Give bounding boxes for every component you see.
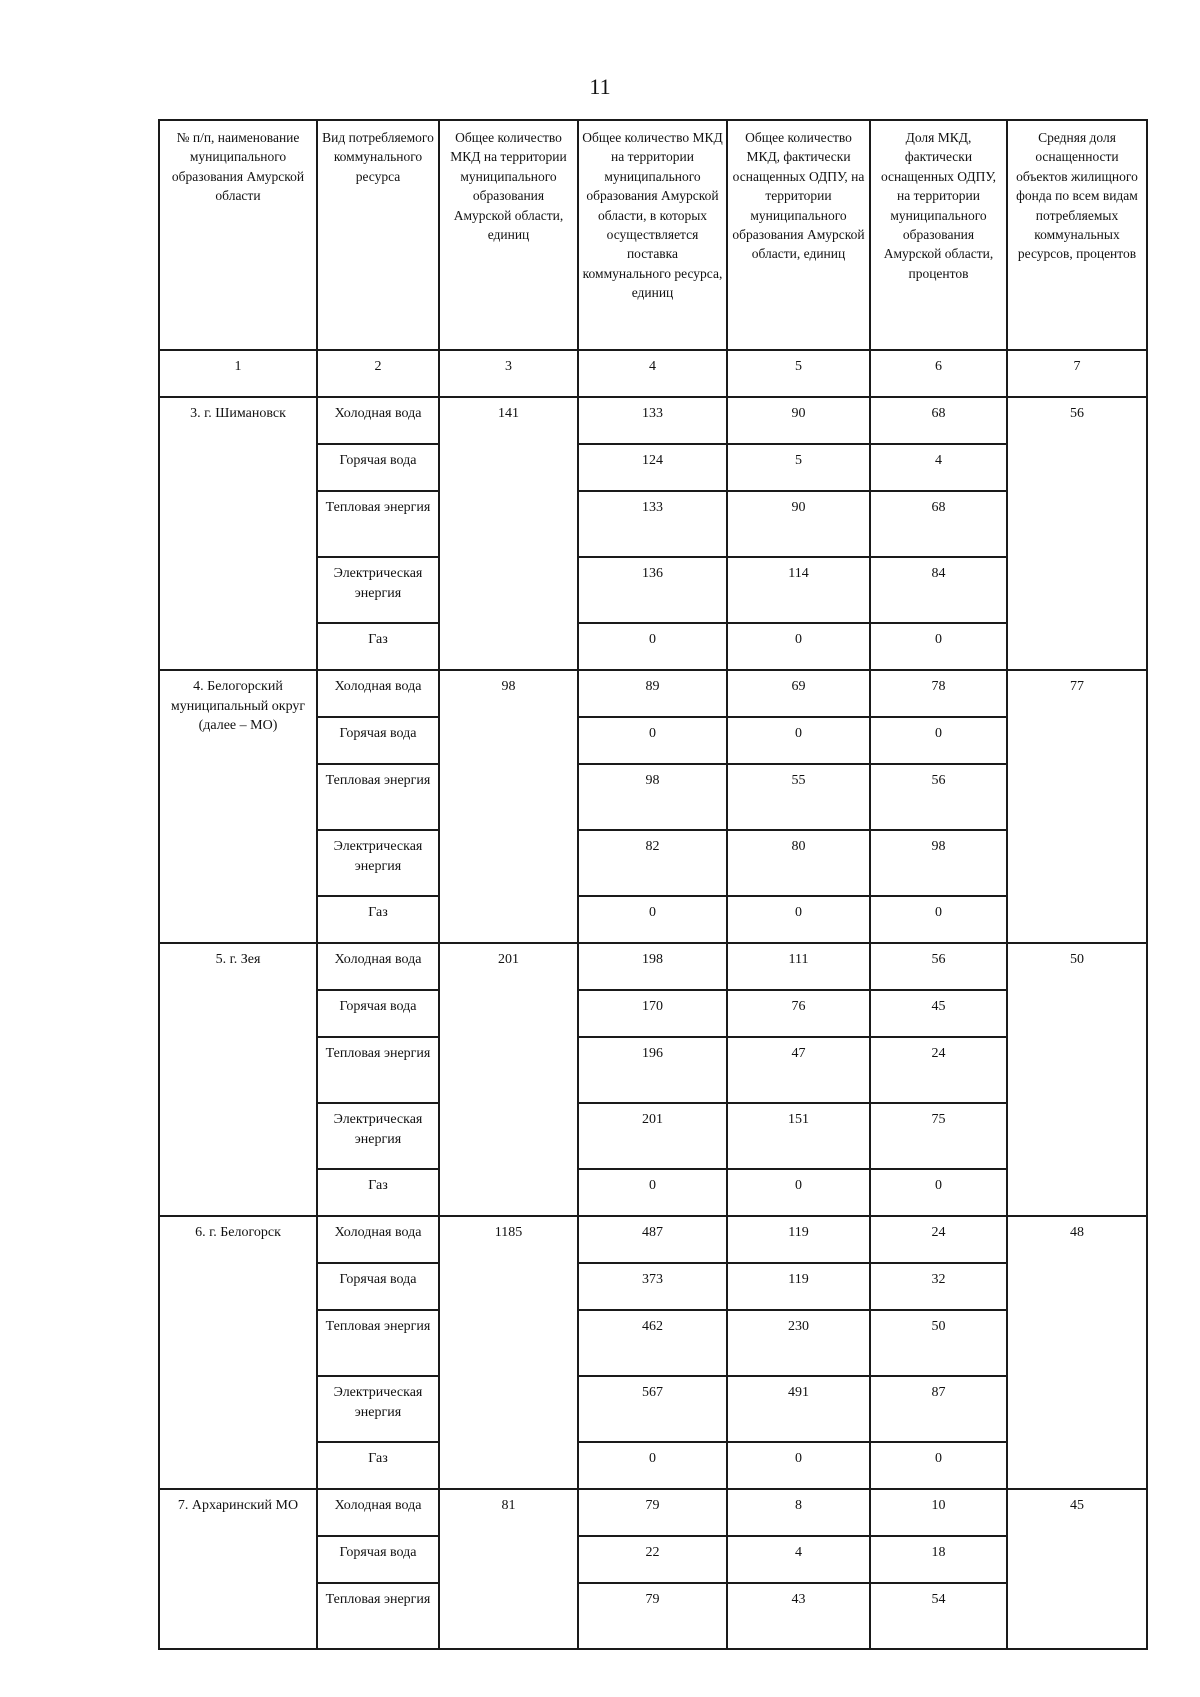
equipped-share-cell: 78 (870, 670, 1007, 717)
supplied-mkd-cell: 0 (578, 717, 727, 764)
header-cell: Общее количество МКД на территории муниципального образования Амурской области, единиц (439, 120, 578, 350)
supplied-mkd-cell: 133 (578, 491, 727, 557)
table-row (159, 1216, 1147, 1263)
equipped-share-cell: 24 (870, 1216, 1007, 1263)
equipped-mkd-cell: 119 (727, 1263, 870, 1310)
average-share-cell: 48 (1007, 1216, 1147, 1489)
municipality-name-cell: 7. Архаринский МО (159, 1489, 317, 1649)
supplied-mkd-cell: 170 (578, 990, 727, 1037)
resource-type-cell: Горячая вода (317, 990, 439, 1037)
resource-type-cell: Горячая вода (317, 1536, 439, 1583)
column-number-cell: 7 (1007, 350, 1147, 397)
resource-type-cell: Электрическая энергия (317, 830, 439, 896)
equipped-share-cell: 10 (870, 1489, 1007, 1536)
header-cell: № п/п, наименование муниципального образования Амурской области (159, 120, 317, 350)
equipped-mkd-cell: 491 (727, 1376, 870, 1442)
table-row (159, 1489, 1147, 1536)
equipped-share-cell: 0 (870, 896, 1007, 943)
table-header-row (159, 120, 1147, 350)
equipped-mkd-cell: 55 (727, 764, 870, 830)
resource-type-cell: Тепловая энергия (317, 1583, 439, 1649)
column-number-row (159, 350, 1147, 397)
equipped-mkd-cell: 0 (727, 1169, 870, 1216)
column-number-cell: 2 (317, 350, 439, 397)
supplied-mkd-cell: 487 (578, 1216, 727, 1263)
equipped-mkd-cell: 90 (727, 491, 870, 557)
page-number: 11 (589, 74, 611, 99)
resource-type-cell: Электрическая энергия (317, 1376, 439, 1442)
equipped-share-cell: 24 (870, 1037, 1007, 1103)
average-share-cell: 45 (1007, 1489, 1147, 1649)
odpu-equipment-table (158, 119, 1148, 1650)
equipped-share-cell: 45 (870, 990, 1007, 1037)
resource-type-cell: Горячая вода (317, 1263, 439, 1310)
total-mkd-cell: 98 (439, 670, 578, 943)
supplied-mkd-cell: 196 (578, 1037, 727, 1103)
header-cell: Общее количество МКД, фактически оснащенных ОДПУ, на территории муниципального образования Амурской области, единиц (727, 120, 870, 350)
equipped-share-cell: 0 (870, 623, 1007, 670)
column-number-cell: 3 (439, 350, 578, 397)
equipped-mkd-cell: 119 (727, 1216, 870, 1263)
supplied-mkd-cell: 373 (578, 1263, 727, 1310)
column-number-cell: 4 (578, 350, 727, 397)
equipped-share-cell: 0 (870, 1442, 1007, 1489)
table-row (159, 943, 1147, 990)
equipped-mkd-cell: 0 (727, 1442, 870, 1489)
equipped-mkd-cell: 43 (727, 1583, 870, 1649)
equipped-share-cell: 75 (870, 1103, 1007, 1169)
equipped-share-cell: 0 (870, 1169, 1007, 1216)
equipped-share-cell: 56 (870, 764, 1007, 830)
resource-type-cell: Холодная вода (317, 397, 439, 444)
equipped-share-cell: 32 (870, 1263, 1007, 1310)
equipped-share-cell: 68 (870, 491, 1007, 557)
resource-type-cell: Газ (317, 1442, 439, 1489)
equipped-mkd-cell: 0 (727, 623, 870, 670)
total-mkd-cell: 201 (439, 943, 578, 1216)
resource-type-cell: Горячая вода (317, 717, 439, 764)
supplied-mkd-cell: 0 (578, 623, 727, 670)
header-cell: Средняя доля оснащенности объектов жилищного фонда по всем видам потребляемых коммунальных ресурсов, процентов (1007, 120, 1147, 350)
total-mkd-cell: 81 (439, 1489, 578, 1649)
equipped-mkd-cell: 114 (727, 557, 870, 623)
supplied-mkd-cell: 201 (578, 1103, 727, 1169)
table-row (159, 670, 1147, 717)
supplied-mkd-cell: 22 (578, 1536, 727, 1583)
equipped-share-cell: 18 (870, 1536, 1007, 1583)
equipped-mkd-cell: 80 (727, 830, 870, 896)
equipped-share-cell: 56 (870, 943, 1007, 990)
equipped-mkd-cell: 230 (727, 1310, 870, 1376)
equipped-mkd-cell: 111 (727, 943, 870, 990)
header-cell: Общее количество МКД на территории муниципального образования Амурской области, в которых осуществляется поставка коммунального ресурса, единиц (578, 120, 727, 350)
supplied-mkd-cell: 82 (578, 830, 727, 896)
resource-type-cell: Горячая вода (317, 444, 439, 491)
equipped-mkd-cell: 90 (727, 397, 870, 444)
equipped-share-cell: 68 (870, 397, 1007, 444)
equipped-share-cell: 84 (870, 557, 1007, 623)
resource-type-cell: Тепловая энергия (317, 1037, 439, 1103)
column-number-cell: 5 (727, 350, 870, 397)
supplied-mkd-cell: 133 (578, 397, 727, 444)
resource-type-cell: Холодная вода (317, 943, 439, 990)
resource-type-cell: Газ (317, 623, 439, 670)
resource-type-cell: Газ (317, 896, 439, 943)
average-share-cell: 56 (1007, 397, 1147, 670)
supplied-mkd-cell: 567 (578, 1376, 727, 1442)
average-share-cell: 77 (1007, 670, 1147, 943)
resource-type-cell: Тепловая энергия (317, 491, 439, 557)
equipped-mkd-cell: 5 (727, 444, 870, 491)
equipped-share-cell: 0 (870, 717, 1007, 764)
resource-type-cell: Электрическая энергия (317, 557, 439, 623)
header-cell: Вид потребляемого коммунального ресурса (317, 120, 439, 350)
column-number-cell: 6 (870, 350, 1007, 397)
resource-type-cell: Газ (317, 1169, 439, 1216)
supplied-mkd-cell: 136 (578, 557, 727, 623)
equipped-mkd-cell: 0 (727, 717, 870, 764)
total-mkd-cell: 141 (439, 397, 578, 670)
supplied-mkd-cell: 0 (578, 1442, 727, 1489)
average-share-cell: 50 (1007, 943, 1147, 1216)
equipped-mkd-cell: 69 (727, 670, 870, 717)
equipped-share-cell: 4 (870, 444, 1007, 491)
equipped-mkd-cell: 0 (727, 896, 870, 943)
supplied-mkd-cell: 198 (578, 943, 727, 990)
resource-type-cell: Холодная вода (317, 1489, 439, 1536)
equipped-mkd-cell: 151 (727, 1103, 870, 1169)
equipped-share-cell: 54 (870, 1583, 1007, 1649)
supplied-mkd-cell: 79 (578, 1583, 727, 1649)
resource-type-cell: Тепловая энергия (317, 1310, 439, 1376)
equipped-share-cell: 87 (870, 1376, 1007, 1442)
supplied-mkd-cell: 0 (578, 896, 727, 943)
equipped-mkd-cell: 8 (727, 1489, 870, 1536)
resource-type-cell: Холодная вода (317, 1216, 439, 1263)
supplied-mkd-cell: 462 (578, 1310, 727, 1376)
supplied-mkd-cell: 89 (578, 670, 727, 717)
total-mkd-cell: 1185 (439, 1216, 578, 1489)
supplied-mkd-cell: 79 (578, 1489, 727, 1536)
equipped-share-cell: 50 (870, 1310, 1007, 1376)
resource-type-cell: Тепловая энергия (317, 764, 439, 830)
equipped-share-cell: 98 (870, 830, 1007, 896)
table-row (159, 397, 1147, 444)
header-cell: Доля МКД, фактически оснащенных ОДПУ, на территории муниципального образования Амурской области, процентов (870, 120, 1007, 350)
supplied-mkd-cell: 0 (578, 1169, 727, 1216)
supplied-mkd-cell: 98 (578, 764, 727, 830)
municipality-name-cell: 3. г. Шимановск (159, 397, 317, 670)
municipality-name-cell: 6. г. Белогорск (159, 1216, 317, 1489)
supplied-mkd-cell: 124 (578, 444, 727, 491)
municipality-name-cell: 5. г. Зея (159, 943, 317, 1216)
resource-type-cell: Электрическая энергия (317, 1103, 439, 1169)
resource-type-cell: Холодная вода (317, 670, 439, 717)
municipality-name-cell: 4. Белогорский муниципальный округ (далее – МО) (159, 670, 317, 943)
equipped-mkd-cell: 76 (727, 990, 870, 1037)
equipped-mkd-cell: 4 (727, 1536, 870, 1583)
equipped-mkd-cell: 47 (727, 1037, 870, 1103)
column-number-cell: 1 (159, 350, 317, 397)
